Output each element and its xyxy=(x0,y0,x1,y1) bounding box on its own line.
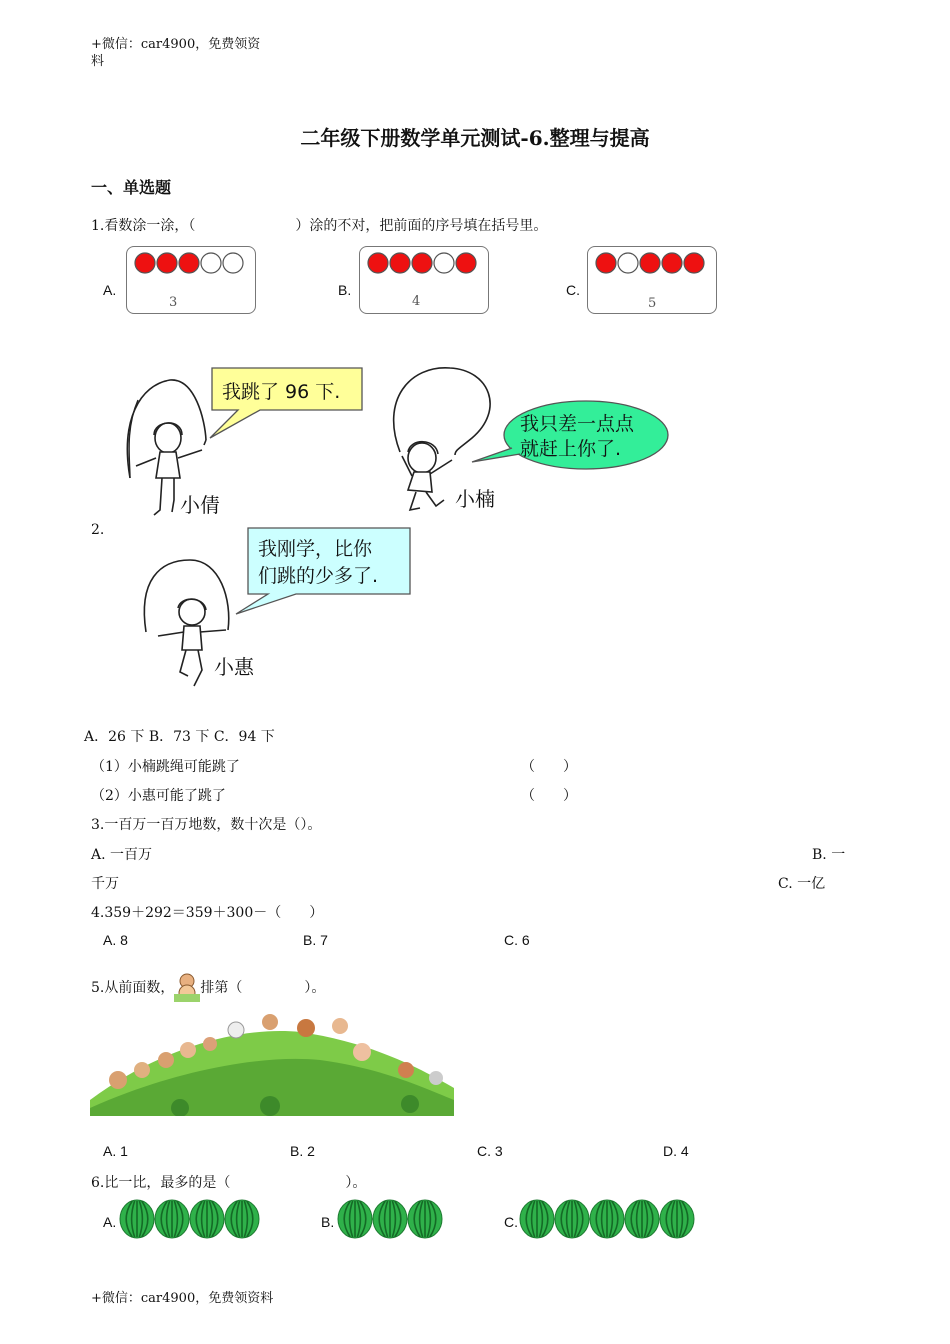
xiaohui-bubble-text-1: 我刚学，比你 xyxy=(258,538,373,560)
q1-option-a-box xyxy=(126,246,256,314)
q1-option-c-box xyxy=(587,246,717,314)
q1-option-b-number: 4 xyxy=(412,294,421,309)
q3-option-c[interactable]: C. 一亿 xyxy=(778,876,826,892)
q3-option-a[interactable]: A. 一百万 xyxy=(91,847,153,863)
q5-hill-animals-picture xyxy=(90,1008,454,1116)
q4-option-a[interactable]: A. 8 xyxy=(103,932,128,948)
q4-option-c[interactable]: C. 6 xyxy=(504,932,530,948)
watermelon xyxy=(660,1200,694,1238)
header-watermark-line1: +微信：car4900，免费领资 xyxy=(91,37,261,52)
filled-circle xyxy=(662,253,682,273)
q4-prompt: 4.359＋292＝359＋300－（ ） xyxy=(91,905,324,921)
filled-circle xyxy=(456,253,476,273)
q6-option-c-label: C. xyxy=(504,1214,518,1230)
q2-sub1-blank[interactable]: （ ） xyxy=(521,759,577,775)
q6-option-c-watermelons xyxy=(519,1198,704,1240)
q2-sub2-blank[interactable]: （ ） xyxy=(521,788,577,804)
q1-option-a-circles xyxy=(127,247,255,313)
q6-option-a-watermelons xyxy=(119,1198,269,1240)
q3-prompt: 3.一百万一百万地数，数十次是（）。 xyxy=(91,817,322,833)
watermelon xyxy=(373,1200,407,1238)
q5-option-a[interactable]: A. 1 xyxy=(103,1143,128,1159)
q6-option-b-label: B. xyxy=(321,1214,335,1230)
xiaoqian-name: 小倩 xyxy=(180,493,220,517)
page-title: 二年级下册数学单元测试-6.整理与提高 xyxy=(300,126,650,150)
xiaohui-name: 小惠 xyxy=(214,655,254,679)
watermelon xyxy=(555,1200,589,1238)
q5-prompt-end: ）。 xyxy=(304,980,326,996)
q1-option-a-label: A. xyxy=(103,282,117,298)
q5-prompt xyxy=(91,972,325,1002)
filled-circle xyxy=(596,253,616,273)
xiaoqian-speech-bubble xyxy=(210,368,362,438)
header-watermark-line2: 料 xyxy=(91,54,105,69)
q5-prompt-start: 5.从前面数， xyxy=(91,980,175,996)
q1-option-c-number: 5 xyxy=(648,296,657,311)
q1-option-a-number: 3 xyxy=(169,295,178,310)
q1-option-c-circles xyxy=(588,247,716,313)
q3-option-b-cont: 千万 xyxy=(91,876,119,892)
filled-circle xyxy=(390,253,410,273)
filled-circle xyxy=(179,253,199,273)
watermelon xyxy=(120,1200,154,1238)
q2-jump-rope-illustration xyxy=(110,360,690,700)
xiaonan-bubble-text-1: 我只差一点点 xyxy=(520,413,635,435)
xiaohui-bubble-text-2: 们跳的少多了. xyxy=(258,565,379,587)
xiaonan-figure xyxy=(402,442,452,510)
q4-option-b[interactable]: B. 7 xyxy=(303,932,328,948)
watermelon xyxy=(408,1200,442,1238)
q1-option-b-circles xyxy=(360,247,488,313)
watermelon xyxy=(338,1200,372,1238)
q1-prompt-end: ）涂的不对，把前面的序号填在括号里。 xyxy=(295,218,548,234)
filled-circle xyxy=(157,253,177,273)
q6-prompt xyxy=(91,1172,366,1192)
q1-prompt xyxy=(91,215,547,235)
filled-circle xyxy=(368,253,388,273)
q6-option-a-label: A. xyxy=(103,1214,117,1230)
empty-circle xyxy=(434,253,454,273)
empty-circle xyxy=(223,253,243,273)
q5-option-c[interactable]: C. 3 xyxy=(477,1143,503,1159)
q1-option-b-box xyxy=(359,246,489,314)
q1-option-b-label: B. xyxy=(338,282,352,298)
watermelon xyxy=(190,1200,224,1238)
filled-circle xyxy=(135,253,155,273)
filled-circle xyxy=(684,253,704,273)
xiaoqian-bubble-text: 我跳了 96 下. xyxy=(222,381,341,403)
watermelon xyxy=(520,1200,554,1238)
q1-prompt-start: 1.看数涂一涂，（ xyxy=(91,218,196,234)
q2-number: 2. xyxy=(91,522,105,538)
q1-option-c-label: C. xyxy=(566,282,580,298)
section-heading: 一、单选题 xyxy=(91,178,172,197)
xiaonan-rope xyxy=(394,368,490,455)
footer-watermark: +微信：car4900，免费领资料 xyxy=(91,1291,274,1306)
empty-circle xyxy=(201,253,221,273)
watermelon xyxy=(155,1200,189,1238)
watermelon xyxy=(590,1200,624,1238)
q2-sub1: （1）小楠跳绳可能跳了 xyxy=(91,759,240,775)
q6-option-b-watermelons xyxy=(337,1198,452,1240)
q5-monkey-icon xyxy=(174,972,200,1002)
watermelon xyxy=(625,1200,659,1238)
q2-sub2: （2）小惠可能了跳了 xyxy=(91,788,226,804)
q2-choices: A．26 下 B．73 下 C．94 下 xyxy=(84,729,275,745)
q6-prompt-end: ）。 xyxy=(345,1175,367,1191)
filled-circle xyxy=(640,253,660,273)
q5-option-b[interactable]: B. 2 xyxy=(290,1143,315,1159)
empty-circle xyxy=(618,253,638,273)
xiaonan-name: 小楠 xyxy=(455,487,495,511)
q5-option-d[interactable]: D. 4 xyxy=(663,1143,689,1159)
watermelon xyxy=(225,1200,259,1238)
filled-circle xyxy=(412,253,432,273)
q3-option-b[interactable]: B. 一 xyxy=(812,847,846,863)
q5-prompt-middle: 排第（ xyxy=(200,980,243,996)
xiaonan-bubble-text-2: 就赶上你了. xyxy=(520,438,622,460)
q6-prompt-start: 6.比一比，最多的是（ xyxy=(91,1175,231,1191)
